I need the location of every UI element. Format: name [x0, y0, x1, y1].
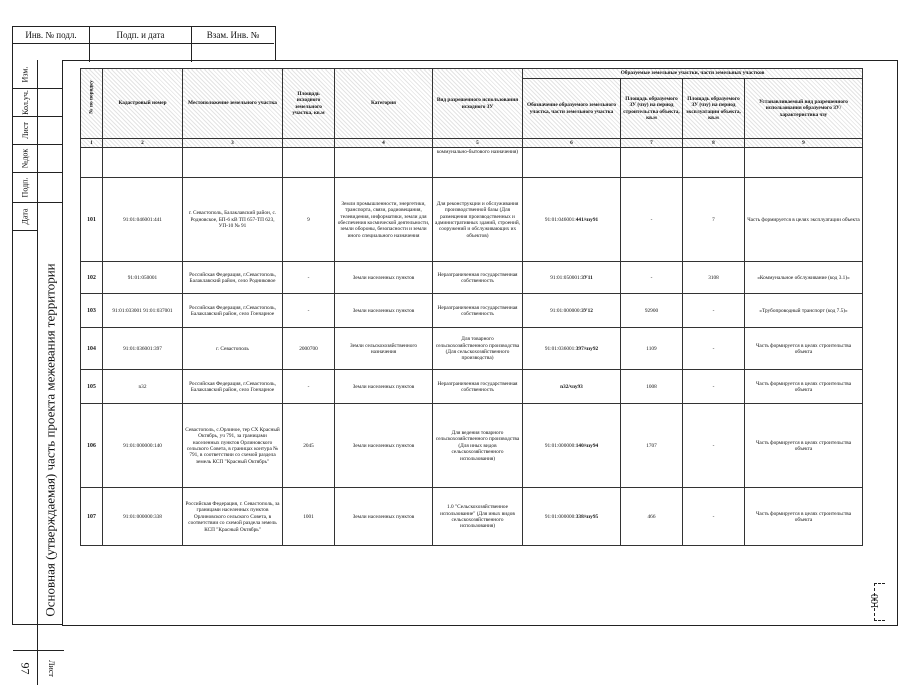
left-stamp [12, 60, 63, 677]
parcels-table [80, 68, 863, 546]
document-title: Основная (утверждаемая) часть проекта межевания территории [43, 263, 58, 617]
colnum: 5 [433, 139, 523, 148]
podp-data-label: Подп. и дата [90, 27, 192, 43]
izm-label: Изм. [20, 66, 30, 82]
colnum: 7 [621, 139, 683, 148]
page-number: 100 [869, 593, 881, 609]
header-location: Местоположение земельного участка [183, 69, 283, 139]
cont-vri: коммунально-бытового назначения) [433, 148, 523, 178]
koluch-label: Кол.уч. [20, 89, 30, 115]
header-area-build: Площадь образуемого ЗУ (чзу) на период строительства объекта, кв.м [621, 79, 683, 139]
table-row: 103 91:01:033001 91:01:037001 Российская Федерация, г.Севастополь, Балаклавский район, село Гончарное - Земли населенных пунктов Неразграниченная государственная собственность 91:01:000000:ЗУ12 92900 - «Трубопроводный транспорт (код 7.5)» [81, 294, 863, 328]
ndok-label: №док [20, 148, 30, 168]
inv-podl-label: Инв. № подл. [13, 27, 90, 43]
table-row: 105 n32 Российская Федерация, г.Севастополь, Балаклавский район, село Гончарное - Земли населенных пунктов Неразграниченная государственная собственность n32/чзу93 1008 - Часть формируется в целях строительства объекта [81, 370, 863, 404]
podp-label: Подп. [20, 177, 30, 197]
table-row: 102 91:01:050001 Российская Федерация, г.Севастополь, Балаклавский район, село Родниковое - Земли населенных пунктов Неразграниченная государственная собственность 91:01:050001:ЗУ11 - 3108 «Коммунальное обслуживание (код 3.1)» [81, 262, 863, 294]
header-area: Площадь исходного земельного участка, кв.м [283, 69, 335, 139]
header-category: Категория [335, 69, 433, 139]
sheet-label: Лист [46, 659, 56, 677]
header-new-vri: Устанавливаемый вид разрешенного использования образуемого ЗУ/характеристика чзу [745, 79, 863, 139]
colnum: 6 [523, 139, 621, 148]
header-number: № по порядку [81, 69, 103, 139]
top-stamp [12, 26, 276, 61]
data-label: Дата [20, 208, 30, 224]
table-row: 104 91:01:036001:397 г. Севастополь 2000700 Земли сельскохозяйственного назначения Для товарного сельскохозяйственного производства (Для сельскохозяйственного производства) 91:01:036001:397/чзу92 1109 - Часть формируется в целях строительства объекта [81, 328, 863, 370]
table-row: 107 91:01:000000:338 Российская Федерация, г. Севастополь, за границами населенных пунктов Орлиновского сельского Совета, в соответствии со схемой раздела земель КСП "Красный Октябрь" 1001 Земли населенных пунктов 1.0 "Сельскохозяйственное использование" (Для иных видов сельскохозяйственного использования) 91:01:000000:338/чзу95 466 - Часть формируется в целях строительства объекта [81, 488, 863, 546]
table-row-continuation [81, 148, 863, 178]
table-row: 106 91:01:000000:140 Севастополь, с.Орлиное, тер СХ Красный Октябрь, уч 791, за границами населенных пунктов Орлиновского сельского Совета, в границах контура № 791, в соответствии со схемой раздела земель КСП "Красный Октябрь" 2045 Земли населенных пунктов Для ведения товарного сельскохозяйственного производства (Для иных видов сельскохозяйственного использования) 91:01:000000:140/чзу94 1707 - Часть формируется в целях строительства объекта [81, 404, 863, 488]
colnum: 2 [103, 139, 183, 148]
colnum [283, 139, 335, 148]
list-label: Лист [20, 121, 30, 139]
header-area-oper: Площадь образуемого ЗУ (чзу) на период эксплуатации объекта, кв.м [683, 79, 745, 139]
table-row: 101 91:01:046001:441 г. Севастополь, Балаклавский район, с. Родновское, БП-6 кВ ТП 657-ТП 623, УП-10 № 91 9 Земли промышленности, энергетики, транспорта, связи, радиовещания, телевидения, информатики, земли для обеспечения космической деятельности, земли обороны, безопасности и земли иного специального назначения Для реконструкции и обслуживания производственной базы (Для размещения производственных и административных зданий, строений, сооружений и обслуживающих их объектов) 91:01:046001:441/чзу91 - 7 Часть формируется в целях эксплуатации объекта [81, 178, 863, 262]
header-cadastral: Кадастровый номер [103, 69, 183, 139]
header-vri: Вид разрешенного использования исходного ЗУ [433, 69, 523, 139]
header-designation: Обозначение образуемого земельного участка, части земельного участка [523, 79, 621, 139]
vzam-inv-label: Взам. Инв. № [206, 30, 260, 40]
colnum: 3 [183, 139, 283, 148]
sheet-number: 97 [18, 662, 33, 674]
colnum: 4 [335, 139, 433, 148]
colnum: 8 [683, 139, 745, 148]
colnum: 1 [81, 139, 103, 148]
header-group: Образуемые земельные участки, части земельных участков [523, 69, 863, 79]
colnum: 9 [745, 139, 863, 148]
